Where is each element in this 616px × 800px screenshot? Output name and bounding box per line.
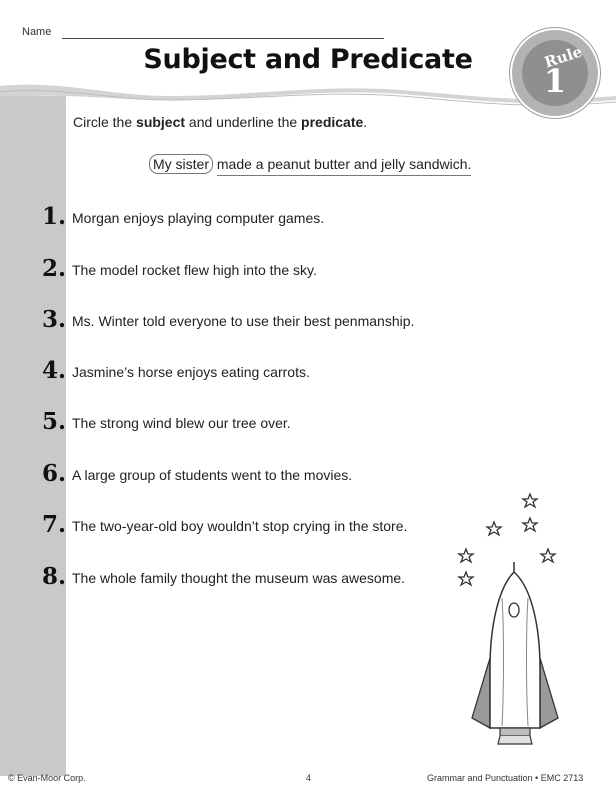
instructions xyxy=(73,114,367,130)
instructions-predicate-word: predicate xyxy=(301,114,364,130)
rule-number: 1 xyxy=(543,62,567,100)
item-sentence[interactable]: Jasmine’s horse enjoys eating carrots. xyxy=(72,364,310,380)
footer-copyright: © Evan-Moor Corp. xyxy=(8,773,86,783)
star-icon xyxy=(459,549,473,562)
item-number: 8. xyxy=(41,563,66,590)
item-number: 3. xyxy=(41,306,66,333)
item-number: 1. xyxy=(41,203,66,230)
left-sidebar-band xyxy=(0,96,66,776)
name-line xyxy=(62,38,384,39)
item-sentence[interactable]: A large group of students went to the movies. xyxy=(72,467,353,483)
item-sentence[interactable]: The two-year-old boy wouldn’t stop crying in the store. xyxy=(72,518,408,534)
star-icon xyxy=(523,494,537,507)
page-title: Subject and Predicate xyxy=(143,44,473,75)
example-sentence xyxy=(149,154,471,174)
rocket-illustration xyxy=(450,488,570,750)
star-icon xyxy=(523,518,537,531)
star-icon xyxy=(541,549,555,562)
rule-badge xyxy=(510,28,600,118)
item-sentence[interactable]: The model rocket flew high into the sky. xyxy=(72,262,317,278)
item-number: 6. xyxy=(41,460,66,487)
name-label: Name xyxy=(22,26,52,38)
item-sentence[interactable]: The strong wind blew our tree over. xyxy=(72,415,291,431)
example-predicate-underlined: made a peanut butter and jelly sandwich. xyxy=(217,156,472,176)
item-sentence[interactable]: Morgan enjoys playing computer games. xyxy=(72,210,325,226)
instructions-middle: and underline the xyxy=(185,114,302,130)
star-icon xyxy=(459,572,473,585)
rule-label: Rule xyxy=(542,42,585,72)
example-subject-circled: My sister xyxy=(149,154,213,174)
item-sentence[interactable]: Ms. Winter told everyone to use their best penmanship. xyxy=(72,313,415,329)
item-sentence[interactable]: The whole family thought the museum was awesome. xyxy=(72,570,406,586)
instructions-prefix: Circle the xyxy=(73,114,137,130)
rule-badge-inner xyxy=(522,40,588,106)
item-number: 4. xyxy=(41,357,66,384)
instructions-subject-word: subject xyxy=(136,114,186,130)
instructions-suffix: . xyxy=(363,114,368,130)
footer-book-info: Grammar and Punctuation • EMC 2713 xyxy=(427,773,584,783)
star-icon xyxy=(487,522,501,535)
item-number: 5. xyxy=(41,408,66,435)
item-number: 2. xyxy=(41,255,66,282)
item-number: 7. xyxy=(41,511,66,538)
footer-page-number: 4 xyxy=(306,773,312,783)
